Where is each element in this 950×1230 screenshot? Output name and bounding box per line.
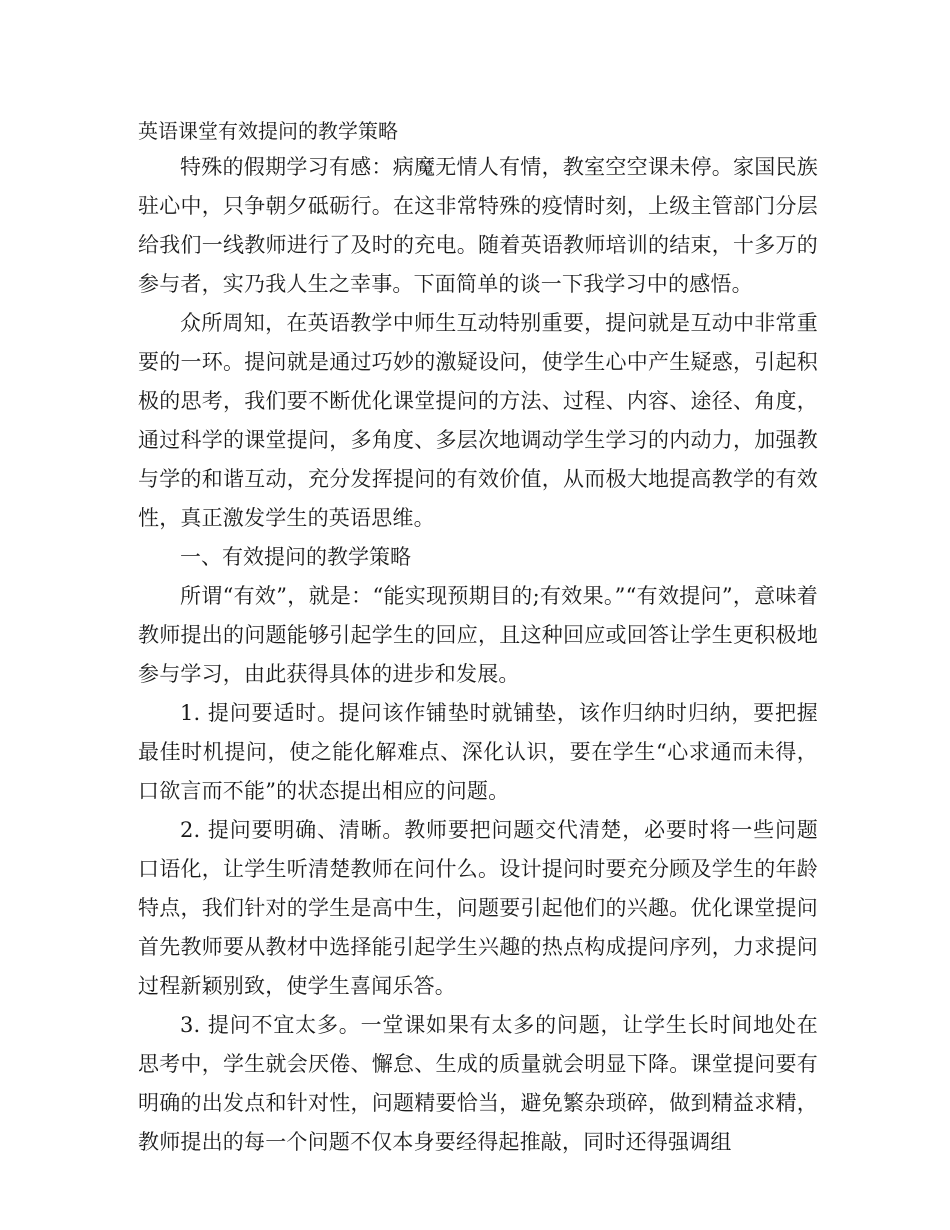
document-title: 英语课堂有效提问的教学策略 <box>138 119 398 143</box>
strategy-item-3: 3. 提问不宜太多。一堂课如果有太多的问题，让学生长时间地处在思考中，学生就会厌倦、懈怠、生成的质量就会明显下降。课堂提问要有明确的出发点和针对性，问题精要恰当，避免繁杂琐碎，做到精益求精，教师提出的每一个问题不仅本身要经得起推敲，同时还得强调组 <box>138 1013 818 1154</box>
strategy-item-2: 2. 提问要明确、清晰。教师要把问题交代清楚，必要时将一些问题口语化，让学生听清楚教师在问什么。设计提问时要充分顾及学生的年龄特点，我们针对的学生是高中生，问题要引起他们的兴趣。优化课堂提问首先教师要从教材中选择能引起学生兴趣的热点构成提问序列，力求提问过程新颖别致，使学生喜闻乐答。 <box>138 818 818 998</box>
intro-paragraph: 特殊的假期学习有感：病魔无情人有情，教室空空课未停。家国民族驻心中，只争朝夕砥砺行。在这非常特殊的疫情时刻，上级主管部门分层给我们一线教师进行了及时的充电。随着英语教师培训的结束，十多万的参与者，实乃我人生之幸事。下面简单的谈一下我学习中的感悟。 <box>138 155 818 296</box>
body-paragraph: 众所周知，在英语教学中师生互动特别重要，提问就是互动中非常重要的一环。提问就是通过巧妙的激疑设问，使学生心中产生疑惑，引起积极的思考，我们要不断优化课堂提问的方法、过程、内容、途径、角度，通过科学的课堂提问，多角度、多层次地调动学生学习的内动力，加强教与学的和谐互动，充分发挥提问的有效价值，从而极大地提高教学的有效性，真正激发学生的英语思维。 <box>138 311 818 530</box>
strategy-item-1: 1. 提问要适时。提问该作铺垫时就铺垫，该作归纳时归纳，要把握最佳时机提问，使之能化解难点、深化认识，要在学生“心求通而未得，口欲言而不能”的状态提出相应的问题。 <box>138 701 818 803</box>
document-page <box>138 116 818 1162</box>
section-heading: 一、有效提问的教学策略 <box>180 545 411 569</box>
definition-paragraph: 所谓“有效”，就是：“能实现预期目的;有效果。”“有效提问”，意味着教师提出的问题能够引起学生的回应，且这种回应或回答让学生更积极地参与学习，由此获得具体的进步和发展。 <box>138 584 818 686</box>
